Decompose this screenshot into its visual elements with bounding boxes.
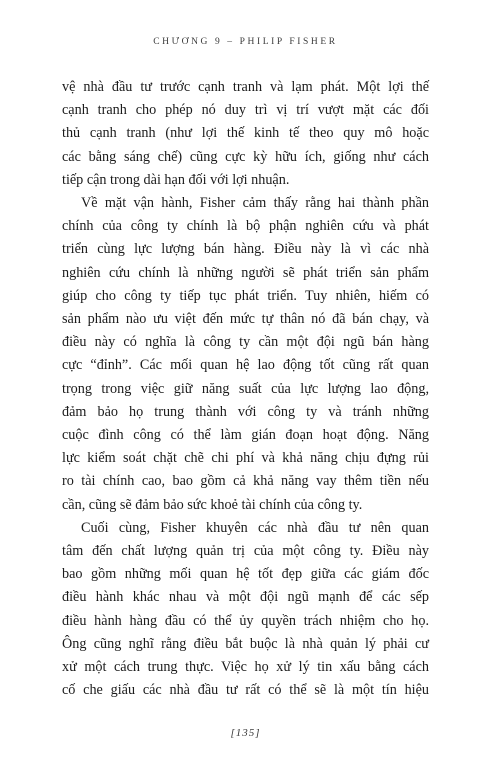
text-line: các bằng sáng chế) cũng cực kỳ hữu ích, giống như cách <box>62 148 429 165</box>
text-line: Về mặt vận hành, Fisher cảm thấy rằng hai thành phần <box>81 195 429 212</box>
text-line: điều hành hàng đầu có thể ủy quyền trách nhiệm cho họ. <box>62 612 429 629</box>
text-line: Cuối cùng, Fisher khuyên các nhà đầu tư nên quan <box>81 519 429 536</box>
text-line: điều này có nghĩa là công ty cần một đội ngũ bán hàng <box>62 334 429 351</box>
text-line: thủ cạnh tranh (như lợi thế kinh tế theo quy mô hoặc <box>62 125 429 142</box>
text-line: lực kiểm soát chặt chẽ chi phí và khả năng chịu đựng rủi <box>62 450 429 467</box>
text-line: nghiên cứu chính là những người sẽ phát triển sản phẩm <box>62 264 429 281</box>
paragraph-1 <box>62 76 429 192</box>
text-line: tiếp cận trong dài hạn đối với lợi nhuận. <box>62 171 290 188</box>
text-line: điều hành khác nhau và một đội ngũ mạnh để các sếp <box>62 589 429 606</box>
text-line: cố che giấu các nhà đầu tư rất có thể sẽ là một tín hiệu <box>62 682 429 699</box>
body-text <box>62 76 429 702</box>
paragraph-2 <box>62 192 429 517</box>
text-line: xử một cách trung thực. Việc họ xử lý tin xấu bằng cách <box>62 659 429 676</box>
text-line: cần, cũng sẽ đảm bảo sức khoẻ tài chính của công ty. <box>62 496 363 513</box>
paragraph-3 <box>62 517 429 703</box>
text-line: trọng trong việc giữ năng suất của lực lượng lao động, <box>62 380 429 397</box>
text-line: đảm bảo họ trung thành với công ty và tránh những <box>62 403 429 420</box>
text-line: cạnh tranh cho phép nó duy trì vị trí vượt mặt các đối <box>62 102 429 119</box>
text-line: triển cùng lực lượng bán hàng. Điều này là vì các nhà <box>62 241 429 258</box>
text-line: cuộc đình công có thể làm gián đoạn hoạt động. Năng <box>62 427 429 444</box>
page-number: [135] <box>230 727 261 739</box>
text-line: chính của công ty chính là bộ phận nghiên cứu và phát <box>62 218 429 235</box>
text-line: ro tài chính cao, bao gồm cả khả năng vay thêm tiền nếu <box>62 473 429 490</box>
running-head: CHƯƠNG 9 – PHILIP FISHER <box>153 37 338 47</box>
text-line: Ông cũng nghĩ rằng điều bắt buộc là nhà quản lý phải cư <box>62 635 429 652</box>
text-line: giúp cho công ty tiếp tục phát triển. Tuy nhiên, hiếm có <box>62 287 429 304</box>
text-line: cực “đỉnh”. Các mối quan hệ lao động tốt cũng rất quan <box>62 357 429 374</box>
text-line: bao gồm những mối quan hệ tốt đẹp giữa các giám đốc <box>62 566 429 583</box>
text-line: sản phẩm nào ưu việt đến mức tự thân nó đã bán chạy, và <box>62 311 429 328</box>
text-line: vệ nhà đầu tư trước cạnh tranh và lạm phát. Một lợi thế <box>62 79 429 95</box>
text-line: tâm đến chất lượng quản trị của một công ty. Điều này <box>62 543 429 560</box>
